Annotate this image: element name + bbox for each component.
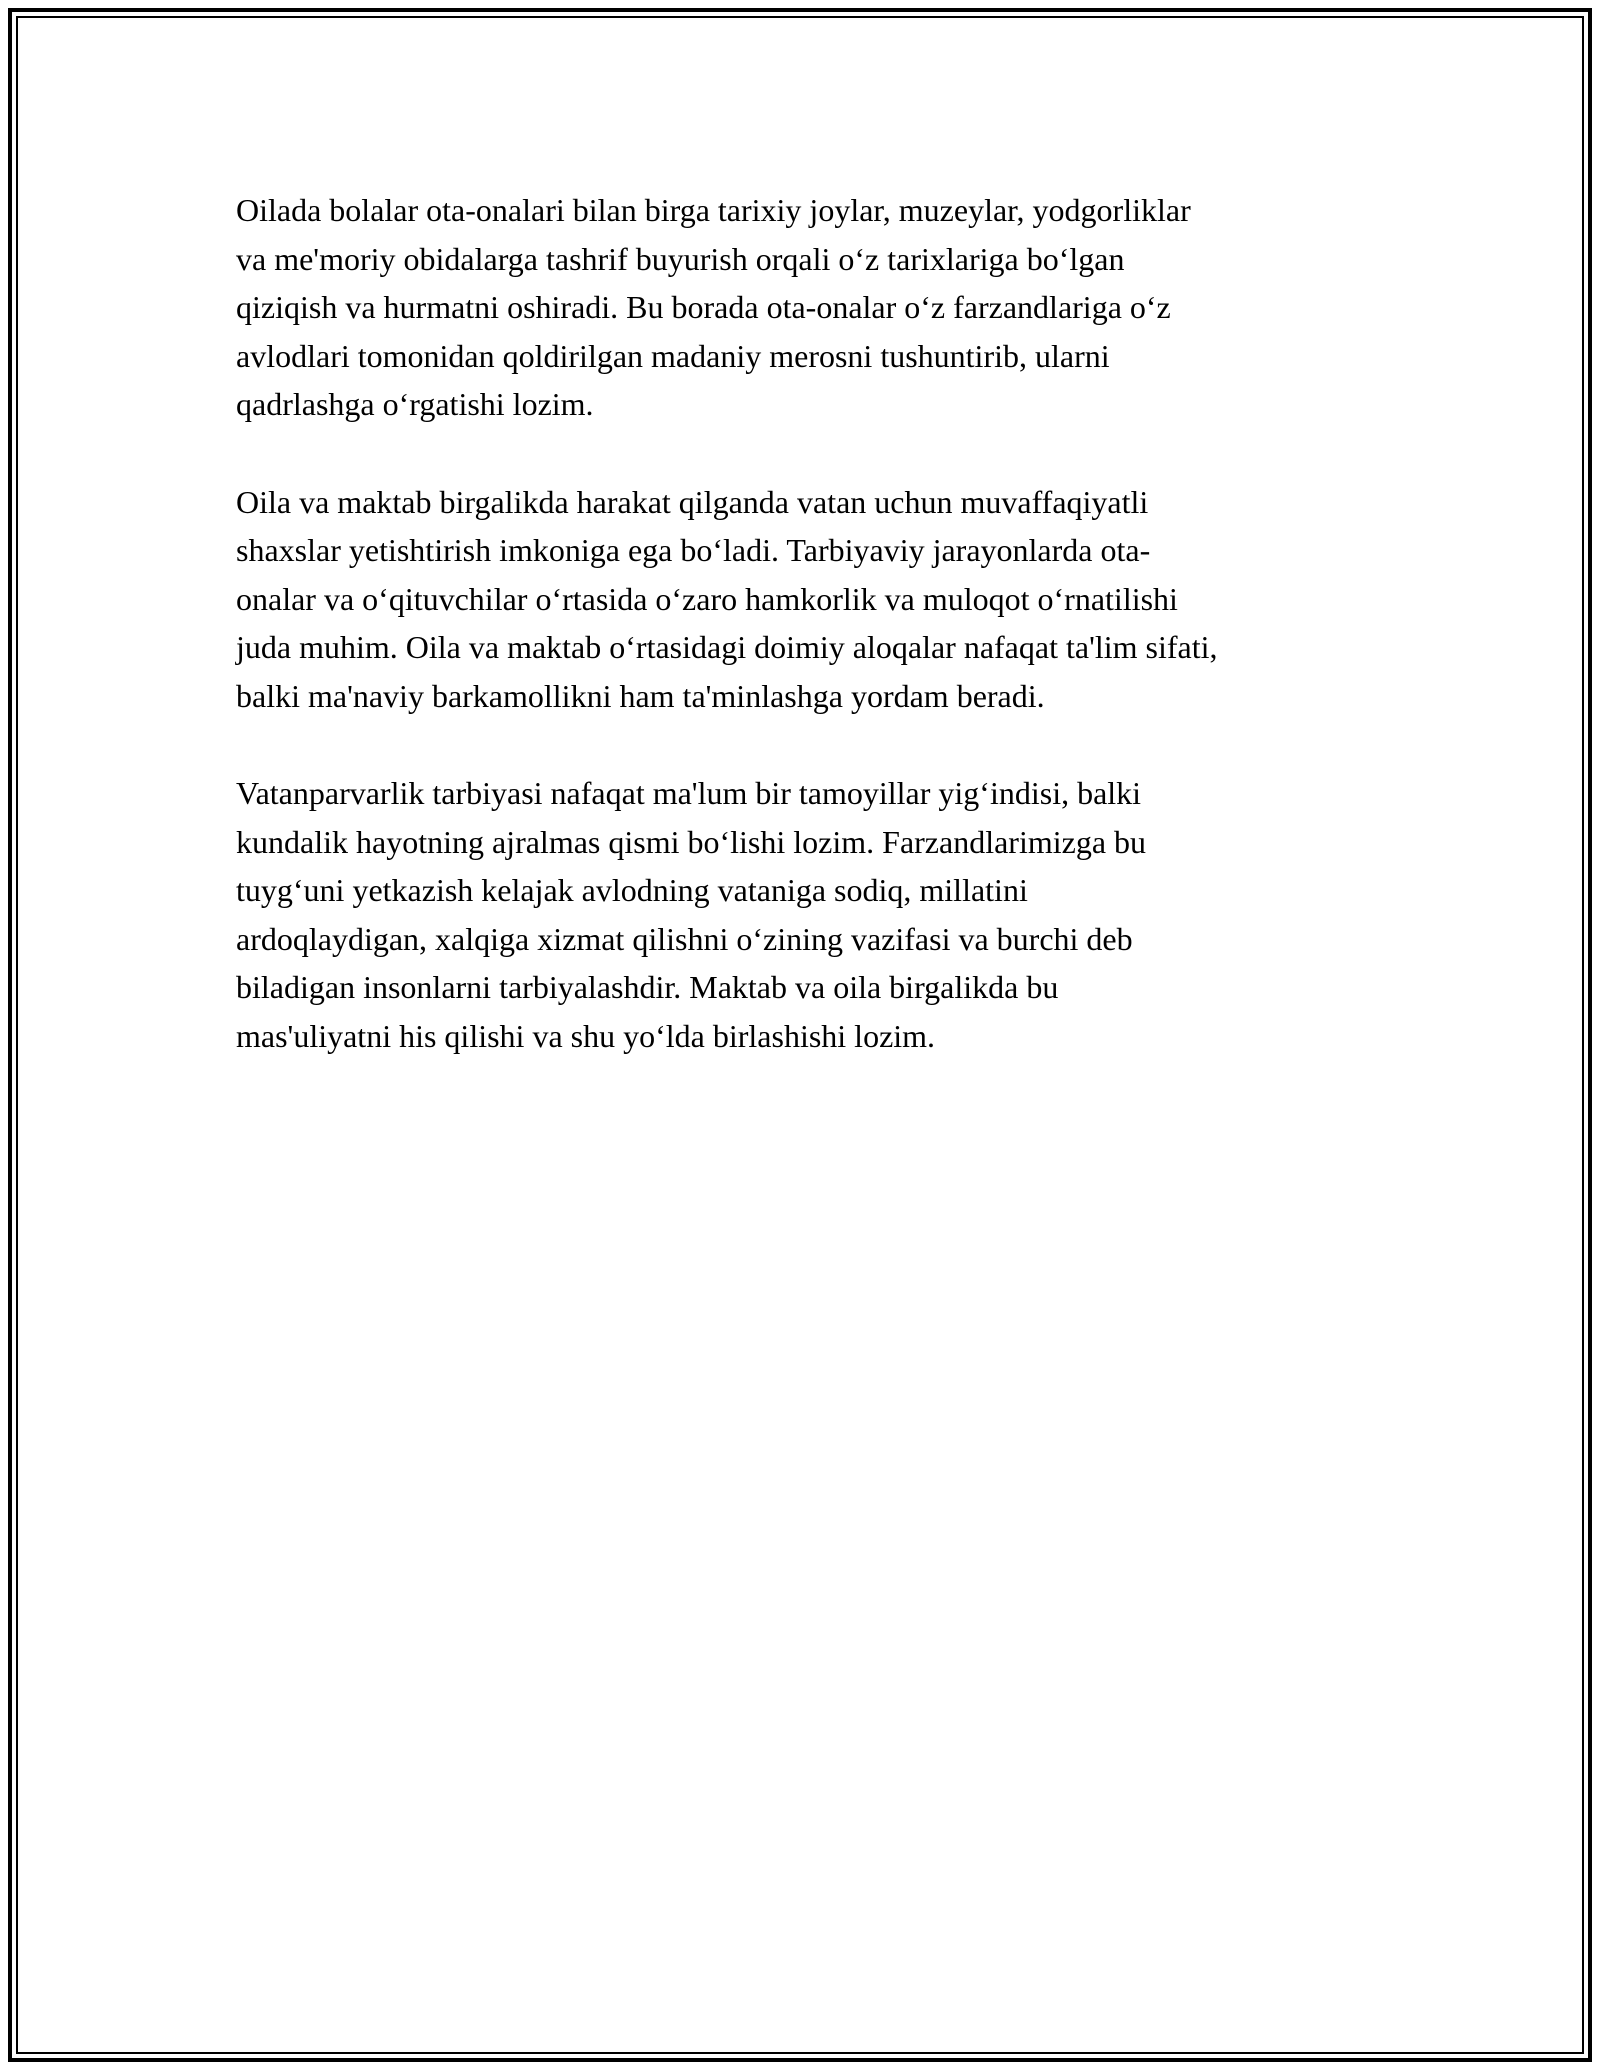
paragraph-2: [236, 478, 1376, 721]
paragraph-3-line-2: kundalik hayotning ajralmas qismi bo‘lishi lozim. Farzandlarimizga bu: [236, 823, 1147, 860]
paragraph-3-line-5: biladigan insonlarni tarbiyalashdir. Maktab va oila birgalikda bu: [236, 969, 1059, 1005]
paragraph-1-line-4: avlodlari tomonidan qoldirilgan madaniy merosni tushuntirib, ularni: [236, 337, 1110, 374]
paragraph-1-line-3: qiziqish va hurmatni oshiradi. Bu borada ota-onalar o‘z farzandlariga o‘z: [236, 289, 1171, 325]
paragraph-3-line-1: Vatanparvarlik tarbiyasi nafaqat ma'lum bir tamoyillar yig‘indisi, balki: [236, 775, 1142, 811]
document-body: [236, 186, 1376, 1109]
paragraph-1-line-5: qadrlashga o‘rgatishi lozim.: [236, 386, 594, 422]
paragraph-2-line-4: juda muhim. Oila va maktab o‘rtasidagi doimiy aloqalar nafaqat ta'lim sifati,: [236, 629, 1218, 665]
paragraph-2-line-3: onalar va o‘qituvchilar o‘rtasida o‘zaro hamkorlik va muloqot o‘rnatilishi: [236, 580, 1178, 617]
paragraph-3-line-6: mas'uliyatni his qilishi va shu yo‘lda birlashishi lozim.: [236, 1017, 936, 1054]
paragraph-2-line-2: shaxslar yetishtirish imkoniga ega bo‘ladi. Tarbiyaviy jarayonlarda ota-: [236, 532, 1151, 568]
paragraph-2-line-1: Oila va maktab birgalikda harakat qilganda vatan uchun muvaffaqiyatli: [236, 483, 1149, 520]
paragraph-1: [236, 186, 1376, 429]
paragraph-2-line-5: balki ma'naviy barkamollikni ham ta'minlashga yordam beradi.: [236, 677, 1045, 714]
paragraph-3-line-3: tuyg‘uni yetkazish kelajak avlodning vataniga sodiq, millatini: [236, 872, 1028, 908]
paragraph-3-line-4: ardoqlaydigan, xalqiga xizmat qilishni o‘zining vazifasi va burchi deb: [236, 920, 1133, 957]
paragraph-3: [236, 769, 1376, 1060]
paragraph-1-line-1: Oilada bolalar ota-onalari bilan birga tarixiy joylar, muzeylar, yodgorliklar: [236, 192, 1191, 228]
paragraph-1-line-2: va me'moriy obidalarga tashrif buyurish orqali o‘z tarixlariga bo‘lgan: [236, 240, 1125, 277]
